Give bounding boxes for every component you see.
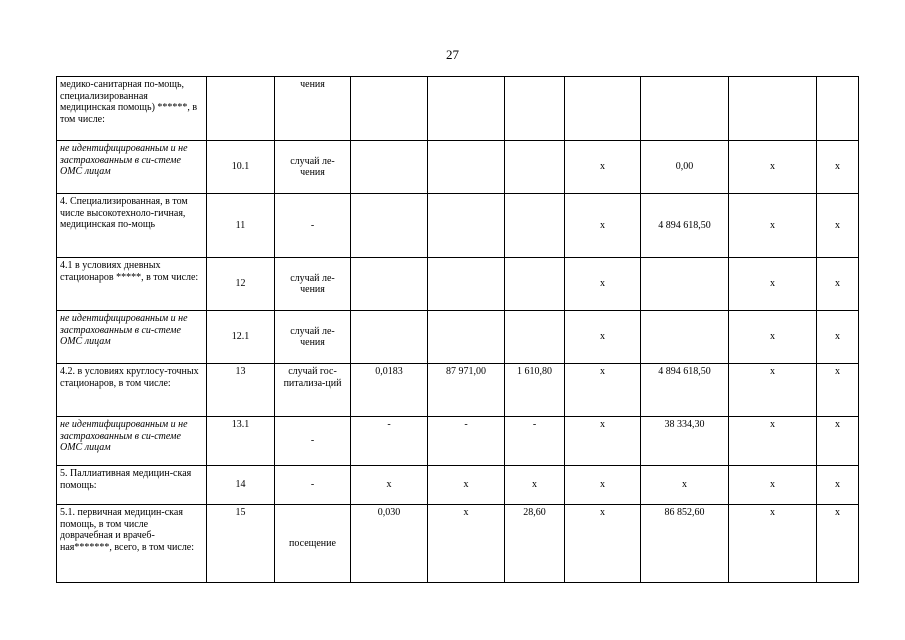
cell-c4: 87 971,00: [428, 364, 505, 417]
table-row: [57, 311, 859, 364]
cell-c8: х: [729, 417, 817, 466]
cell-c7: [641, 258, 729, 311]
cell-c6: х: [565, 258, 641, 311]
service-name: 4.1 в условиях дневных стационаров *****, в том числе:: [57, 258, 207, 311]
cell-c9: х: [817, 311, 859, 364]
cell-c8: [729, 77, 817, 141]
table-row: [57, 141, 859, 194]
cell-c7: 4 894 618,50: [641, 194, 729, 258]
cell-c7: 0,00: [641, 141, 729, 194]
table-row: [57, 77, 859, 141]
unit: случай ле-чения: [275, 141, 351, 194]
cell-c6: х: [565, 194, 641, 258]
cell-c3: 0,0183: [351, 364, 428, 417]
cell-c5: 1 610,80: [505, 364, 565, 417]
unit: -: [275, 194, 351, 258]
cell-c5: [505, 194, 565, 258]
unit: случай ле-чения: [275, 258, 351, 311]
table-row: [57, 466, 859, 505]
cell-c4: х: [428, 466, 505, 505]
unit: случай ле-чения: [275, 311, 351, 364]
cell-c4: -: [428, 417, 505, 466]
cell-c6: [565, 77, 641, 141]
row-code: [207, 77, 275, 141]
cell-c7: [641, 77, 729, 141]
cell-c9: х: [817, 466, 859, 505]
row-code: 13: [207, 364, 275, 417]
cell-c8: х: [729, 364, 817, 417]
table-row: [57, 194, 859, 258]
cell-c8: х: [729, 505, 817, 583]
cell-c9: [817, 77, 859, 141]
unit: чения: [275, 77, 351, 141]
cell-c3: [351, 194, 428, 258]
cell-c8: х: [729, 258, 817, 311]
cell-c9: х: [817, 141, 859, 194]
cell-c9: х: [817, 417, 859, 466]
cell-c8: х: [729, 141, 817, 194]
service-name: не идентифицированным и не застрахованным в си-стеме ОМС лицам: [57, 417, 207, 466]
cell-c6: х: [565, 505, 641, 583]
table-row: [57, 364, 859, 417]
row-code: 13.1: [207, 417, 275, 466]
cell-c4: [428, 311, 505, 364]
service-name: 4. Специализированная, в том числе высокотехноло-гичная, медицинская по-мощь: [57, 194, 207, 258]
unit: -: [275, 466, 351, 505]
data-table: [56, 76, 859, 583]
cell-c4: [428, 194, 505, 258]
cell-c4: [428, 141, 505, 194]
cell-c3: 0,030: [351, 505, 428, 583]
cell-c3: х: [351, 466, 428, 505]
cell-c5: х: [505, 466, 565, 505]
service-name: медико-санитарная по-мощь, специализированная медицинская помощь) ******, в том числе:: [57, 77, 207, 141]
row-code: 11: [207, 194, 275, 258]
table-row: [57, 417, 859, 466]
cell-c5: -: [505, 417, 565, 466]
service-name: не идентифицированным и не застрахованным в си-стеме ОМС лицам: [57, 311, 207, 364]
cell-c5: 28,60: [505, 505, 565, 583]
cell-c6: х: [565, 364, 641, 417]
cell-c7: 86 852,60: [641, 505, 729, 583]
cell-c8: х: [729, 311, 817, 364]
cell-c9: х: [817, 505, 859, 583]
cell-c3: [351, 258, 428, 311]
cell-c5: [505, 77, 565, 141]
cell-c6: х: [565, 466, 641, 505]
service-name: 4.2. в условиях круглосу-точных стационаров, в том числе:: [57, 364, 207, 417]
cell-c6: х: [565, 417, 641, 466]
page-number: 27: [446, 47, 459, 62]
table-row: [57, 258, 859, 311]
service-name: 5.1. первичная медицин-ская помощь, в том числе доврачебная и врачеб-ная*******, всего, в том числе:: [57, 505, 207, 583]
cell-c4: [428, 77, 505, 141]
row-code: 12: [207, 258, 275, 311]
row-code: 14: [207, 466, 275, 505]
cell-c4: [428, 258, 505, 311]
row-code: 10.1: [207, 141, 275, 194]
row-code: 15: [207, 505, 275, 583]
cell-c3: [351, 311, 428, 364]
unit: случай гос-питализа-ций: [275, 364, 351, 417]
cell-c9: х: [817, 258, 859, 311]
cell-c6: х: [565, 311, 641, 364]
cell-c3: [351, 141, 428, 194]
cell-c6: х: [565, 141, 641, 194]
cell-c3: -: [351, 417, 428, 466]
unit: посещение: [275, 505, 351, 583]
cell-c9: х: [817, 364, 859, 417]
service-name: 5. Паллиативная медицин-ская помощь:: [57, 466, 207, 505]
unit: -: [275, 417, 351, 466]
cell-c4: х: [428, 505, 505, 583]
cell-c5: [505, 311, 565, 364]
cell-c7: х: [641, 466, 729, 505]
cell-c7: 38 334,30: [641, 417, 729, 466]
row-code: 12.1: [207, 311, 275, 364]
cell-c5: [505, 258, 565, 311]
service-name: не идентифицированным и не застрахованным в си-стеме ОМС лицам: [57, 141, 207, 194]
cell-c8: х: [729, 194, 817, 258]
cell-c8: х: [729, 466, 817, 505]
cell-c5: [505, 141, 565, 194]
cell-c7: 4 894 618,50: [641, 364, 729, 417]
table-row: [57, 505, 859, 583]
cell-c7: [641, 311, 729, 364]
cell-c9: х: [817, 194, 859, 258]
cell-c3: [351, 77, 428, 141]
